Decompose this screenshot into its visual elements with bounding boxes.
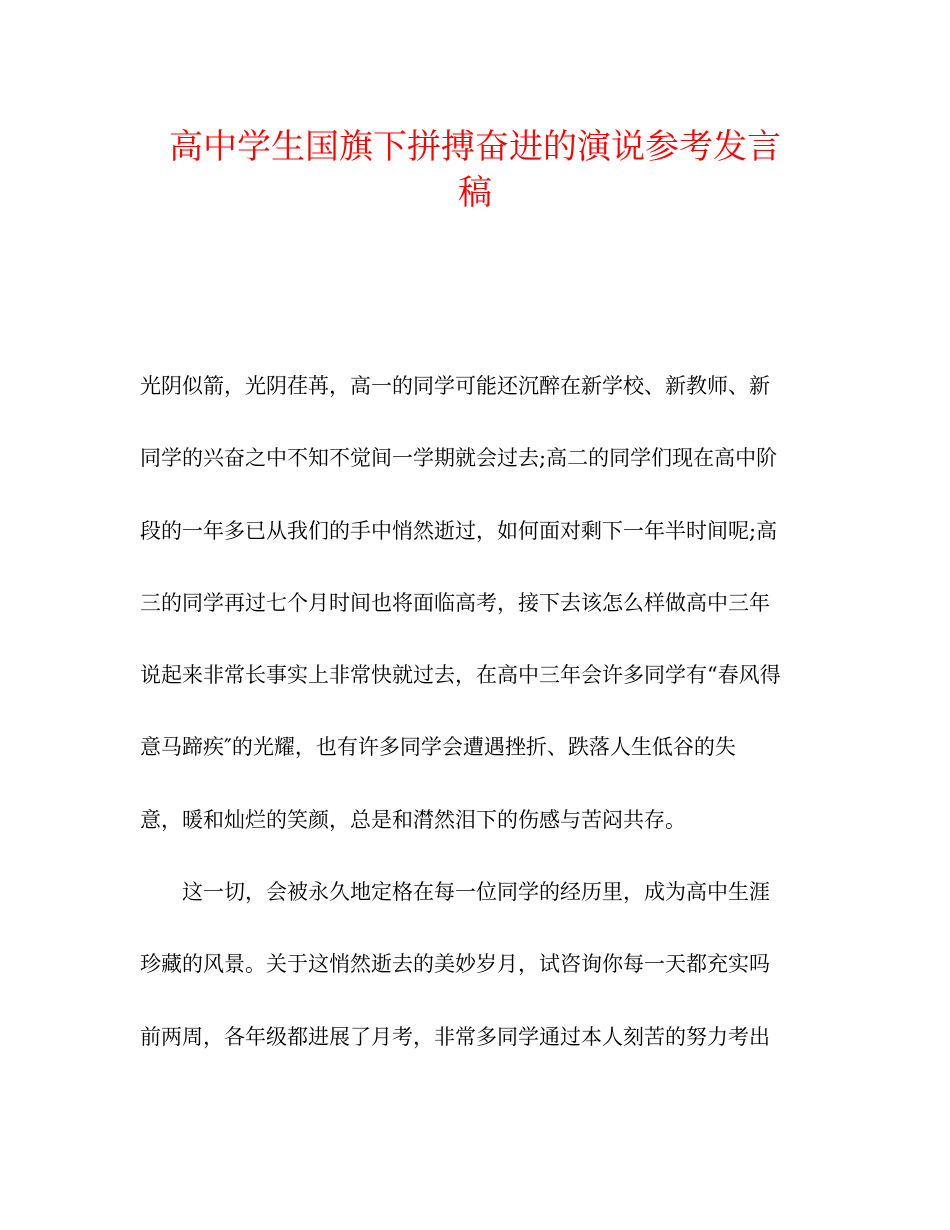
title-line-2: 稿	[458, 173, 492, 213]
body-line: 说起来非常长事实上非常快就过去，在高中三年会许多同学有“春风得	[140, 663, 781, 688]
body-line: 同学的兴奋之中不知不觉间一学期就会过去;高二的同学们现在高中阶	[140, 446, 778, 471]
body-line: 段的一年多已从我们的手中悄然逝过，如何面对剩下一年半时间呢;高	[140, 518, 778, 543]
document-title	[130, 124, 820, 216]
body-line: 前两周，各年级都进展了月考，非常多同学通过本人刻苦的努力考出	[140, 1024, 770, 1049]
body-line: 珍藏的风景。关于这悄然逝去的美妙岁月，试咨询你每一天都充实吗	[140, 952, 770, 977]
title-line-1: 高中学生国旗下拼搏奋进的演说参考发言	[169, 127, 781, 167]
body-line: 意马蹄疾″的光耀，也有许多同学会遭遇挫折、跌落人生低谷的失	[140, 735, 736, 760]
document-body	[140, 366, 810, 1089]
body-line: 三的同学再过七个月时间也将面临高考，接下去该怎么样做高中三年	[140, 590, 770, 615]
body-line: 光阴似箭，光阴荏苒，高一的同学可能还沉醉在新学校、新教师、新	[140, 374, 770, 398]
body-line-paragraph-start: 这一切，会被永久地定格在每一位同学的经历里，成为高中生涯	[182, 880, 770, 905]
body-line: 意，暖和灿烂的笑颜，总是和潸然泪下的伤感与苦闷共存。	[140, 807, 686, 832]
